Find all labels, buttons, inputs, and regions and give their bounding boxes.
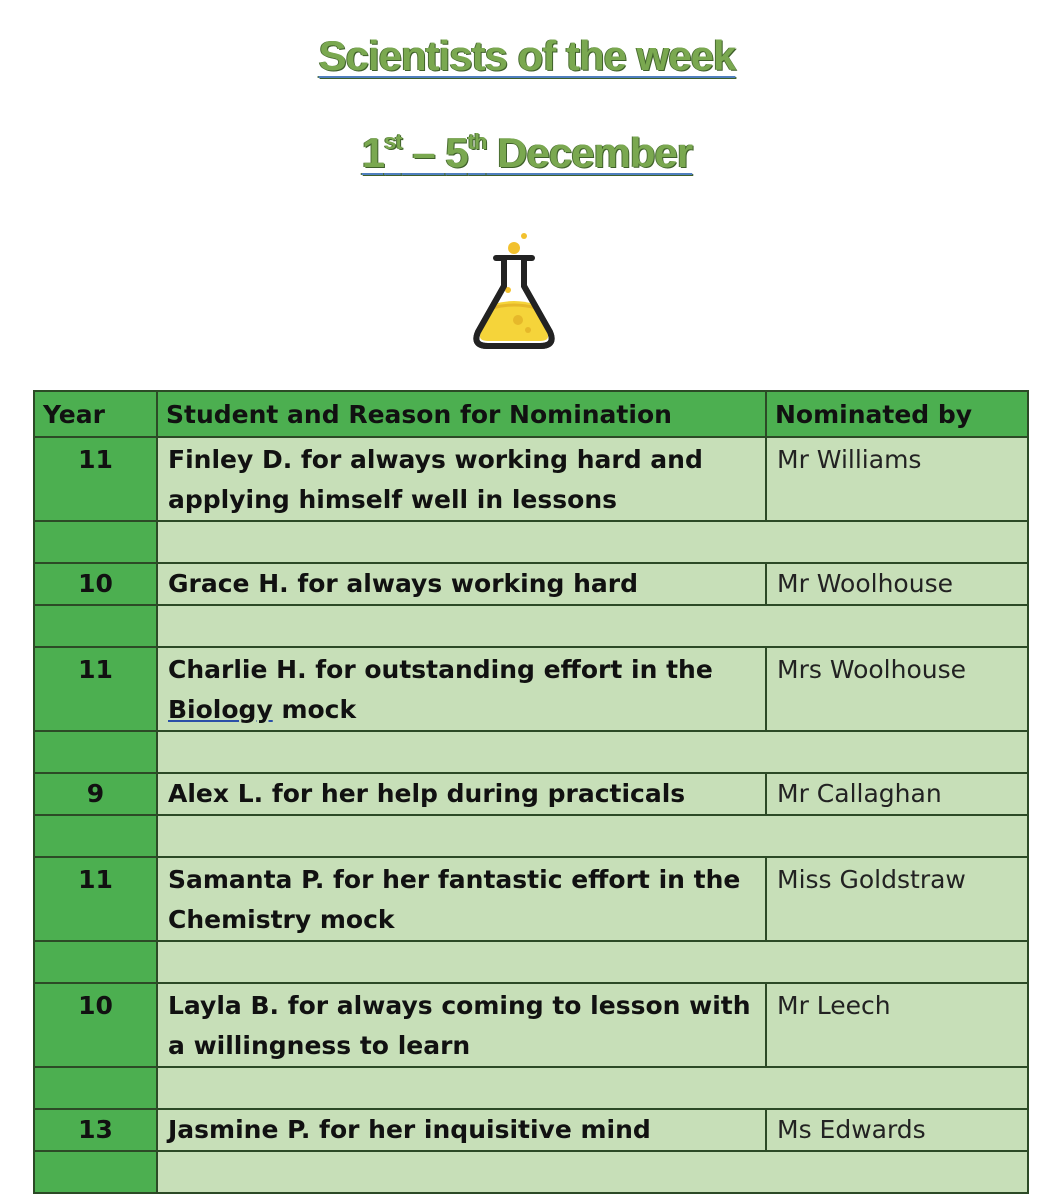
spacer-row: [34, 1151, 1028, 1193]
reason-cell: Charlie H. for outstanding effort in the Biology mock: [157, 647, 766, 731]
table-row: [34, 857, 1028, 941]
nominator-cell: Mr Callaghan: [766, 773, 1028, 815]
page-title: Scientists of the week: [318, 32, 736, 79]
spacer-row: [34, 1067, 1028, 1109]
nominator-cell: Mrs Woolhouse: [766, 647, 1028, 731]
table-row: [34, 773, 1028, 815]
table-row: [34, 563, 1028, 605]
spacer-row: [34, 731, 1028, 773]
spacer-row: [34, 941, 1028, 983]
year-cell: 11: [34, 437, 157, 521]
header-year: Year: [34, 391, 157, 437]
nominations-table: [33, 390, 1029, 1194]
nominator-cell: Mr Woolhouse: [766, 563, 1028, 605]
date-range-title: 1st – 5th December: [361, 129, 693, 176]
table-row: [34, 437, 1028, 521]
reason-cell: Samanta P. for her fantastic effort in the Chemistry mock: [157, 857, 766, 941]
spacer-row: [34, 521, 1028, 563]
nominator-cell: Miss Goldstraw: [766, 857, 1028, 941]
header-reason: Student and Reason for Nomination: [157, 391, 766, 437]
table-row: [34, 647, 1028, 731]
reason-cell: Layla B. for always coming to lesson with a willingness to learn: [157, 983, 766, 1067]
nominator-cell: Mr Leech: [766, 983, 1028, 1067]
spacer-row: [34, 815, 1028, 857]
year-cell: 11: [34, 647, 157, 731]
year-cell: 10: [34, 563, 157, 605]
table-row: [34, 1109, 1028, 1151]
spacer-row: [34, 605, 1028, 647]
year-cell: 11: [34, 857, 157, 941]
reason-cell: Grace H. for always working hard: [157, 563, 766, 605]
nominator-cell: Mr Williams: [766, 437, 1028, 521]
flask-icon: [466, 228, 562, 354]
table-header-row: [34, 391, 1028, 437]
reason-cell: Finley D. for always working hard and applying himself well in lessons: [157, 437, 766, 521]
reason-cell: Jasmine P. for her inquisitive mind: [157, 1109, 766, 1151]
table-row: [34, 983, 1028, 1067]
reason-cell: Alex L. for her help during practicals: [157, 773, 766, 815]
year-cell: 10: [34, 983, 157, 1067]
nominator-cell: Ms Edwards: [766, 1109, 1028, 1151]
year-cell: 9: [34, 773, 157, 815]
header-nominated-by: Nominated by: [766, 391, 1028, 437]
year-cell: 13: [34, 1109, 157, 1151]
